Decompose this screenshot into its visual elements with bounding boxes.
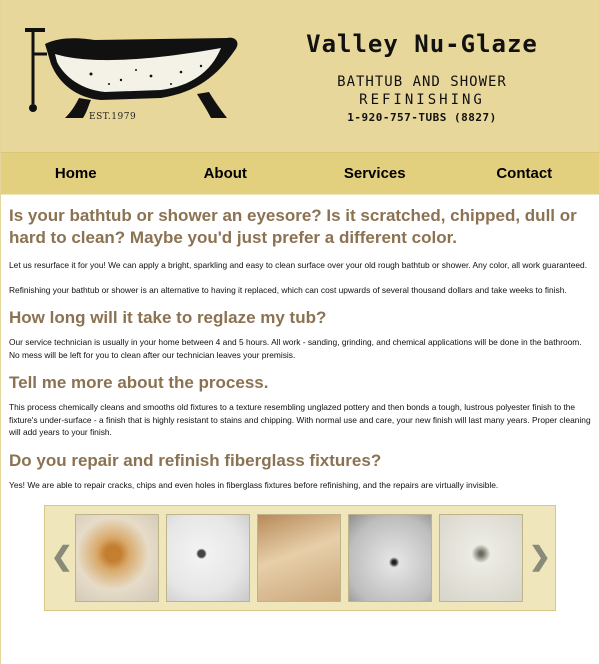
nav-services[interactable]: Services xyxy=(343,165,406,182)
nav-contact[interactable]: Contact xyxy=(496,165,553,182)
carousel-image[interactable] xyxy=(257,514,341,602)
bathtub-logo-icon[interactable] xyxy=(21,14,249,126)
chevron-left-icon[interactable]: ❮ xyxy=(51,541,73,571)
site-header xyxy=(1,0,599,152)
phone-number: 1-920-757-TUBS (8827) xyxy=(347,111,497,124)
chevron-right-icon[interactable]: ❯ xyxy=(529,541,551,571)
intro-paragraph-2: Refinishing your bathtub or shower is an alternative to having it replaced, which can cost upwards of several thousand dollars and take weeks to finish. xyxy=(9,284,567,295)
section-heading-process: Tell me more about the process. xyxy=(9,373,269,392)
section-heading-fiberglass: Do you repair and refinish fiberglass fixtures? xyxy=(9,450,382,470)
intro-paragraph-1: Let us resurface it for you! We can apply a bright, sparkling and easy to clean surface over your old rough bathtub or shower. Any color, all work guaranteed. xyxy=(9,260,588,270)
tagline-line-2: REFINISHING xyxy=(359,92,485,108)
main-content xyxy=(1,194,599,611)
brand-name: Valley Nu-Glaze xyxy=(306,30,538,58)
page-heading: Is your bathtub or shower an eyesore? Is it scratched, chipped, dull or hard to clean? Maybe you'd just prefer a different color. xyxy=(9,206,577,247)
section-text-process: This process chemically cleans and smooths old fixtures to a texture resembling unglazed pottery and then bonds a tough, lustrous polyester finish to the fixture's under-surface - a finish that is highly resistant to stains and chipping. With normal use and care, your new finish will last many years. Proper cleaning will add years to your finish. xyxy=(9,402,591,437)
image-carousel xyxy=(44,505,556,611)
carousel-image[interactable] xyxy=(348,514,432,602)
nav-home[interactable]: Home xyxy=(54,165,97,182)
carousel-thumbnails xyxy=(75,514,523,602)
brand-block xyxy=(259,30,585,124)
carousel-image[interactable] xyxy=(75,514,159,602)
carousel-image[interactable] xyxy=(166,514,250,602)
section-text-duration: Our service technician is usually in your home between 4 and 5 hours. All work - sanding, grinding, and chemical applications will be done in the bathroom. No mess will be left for you to clean after our technician leaves your premisis. xyxy=(9,337,582,360)
section-heading-duration: How long will it take to reglaze my tub? xyxy=(9,308,327,327)
section-text-fiberglass: Yes! We are able to repair cracks, chips and even holes in fiberglass fixtures before refinishing, and the repairs are virtually invisible. xyxy=(9,479,499,490)
nav-about[interactable]: About xyxy=(203,165,247,182)
carousel-image[interactable] xyxy=(439,514,523,602)
tagline-line-1: BATHTUB AND SHOWER xyxy=(337,74,507,90)
main-nav xyxy=(1,152,599,194)
established-year: EST.1979 xyxy=(89,112,137,122)
